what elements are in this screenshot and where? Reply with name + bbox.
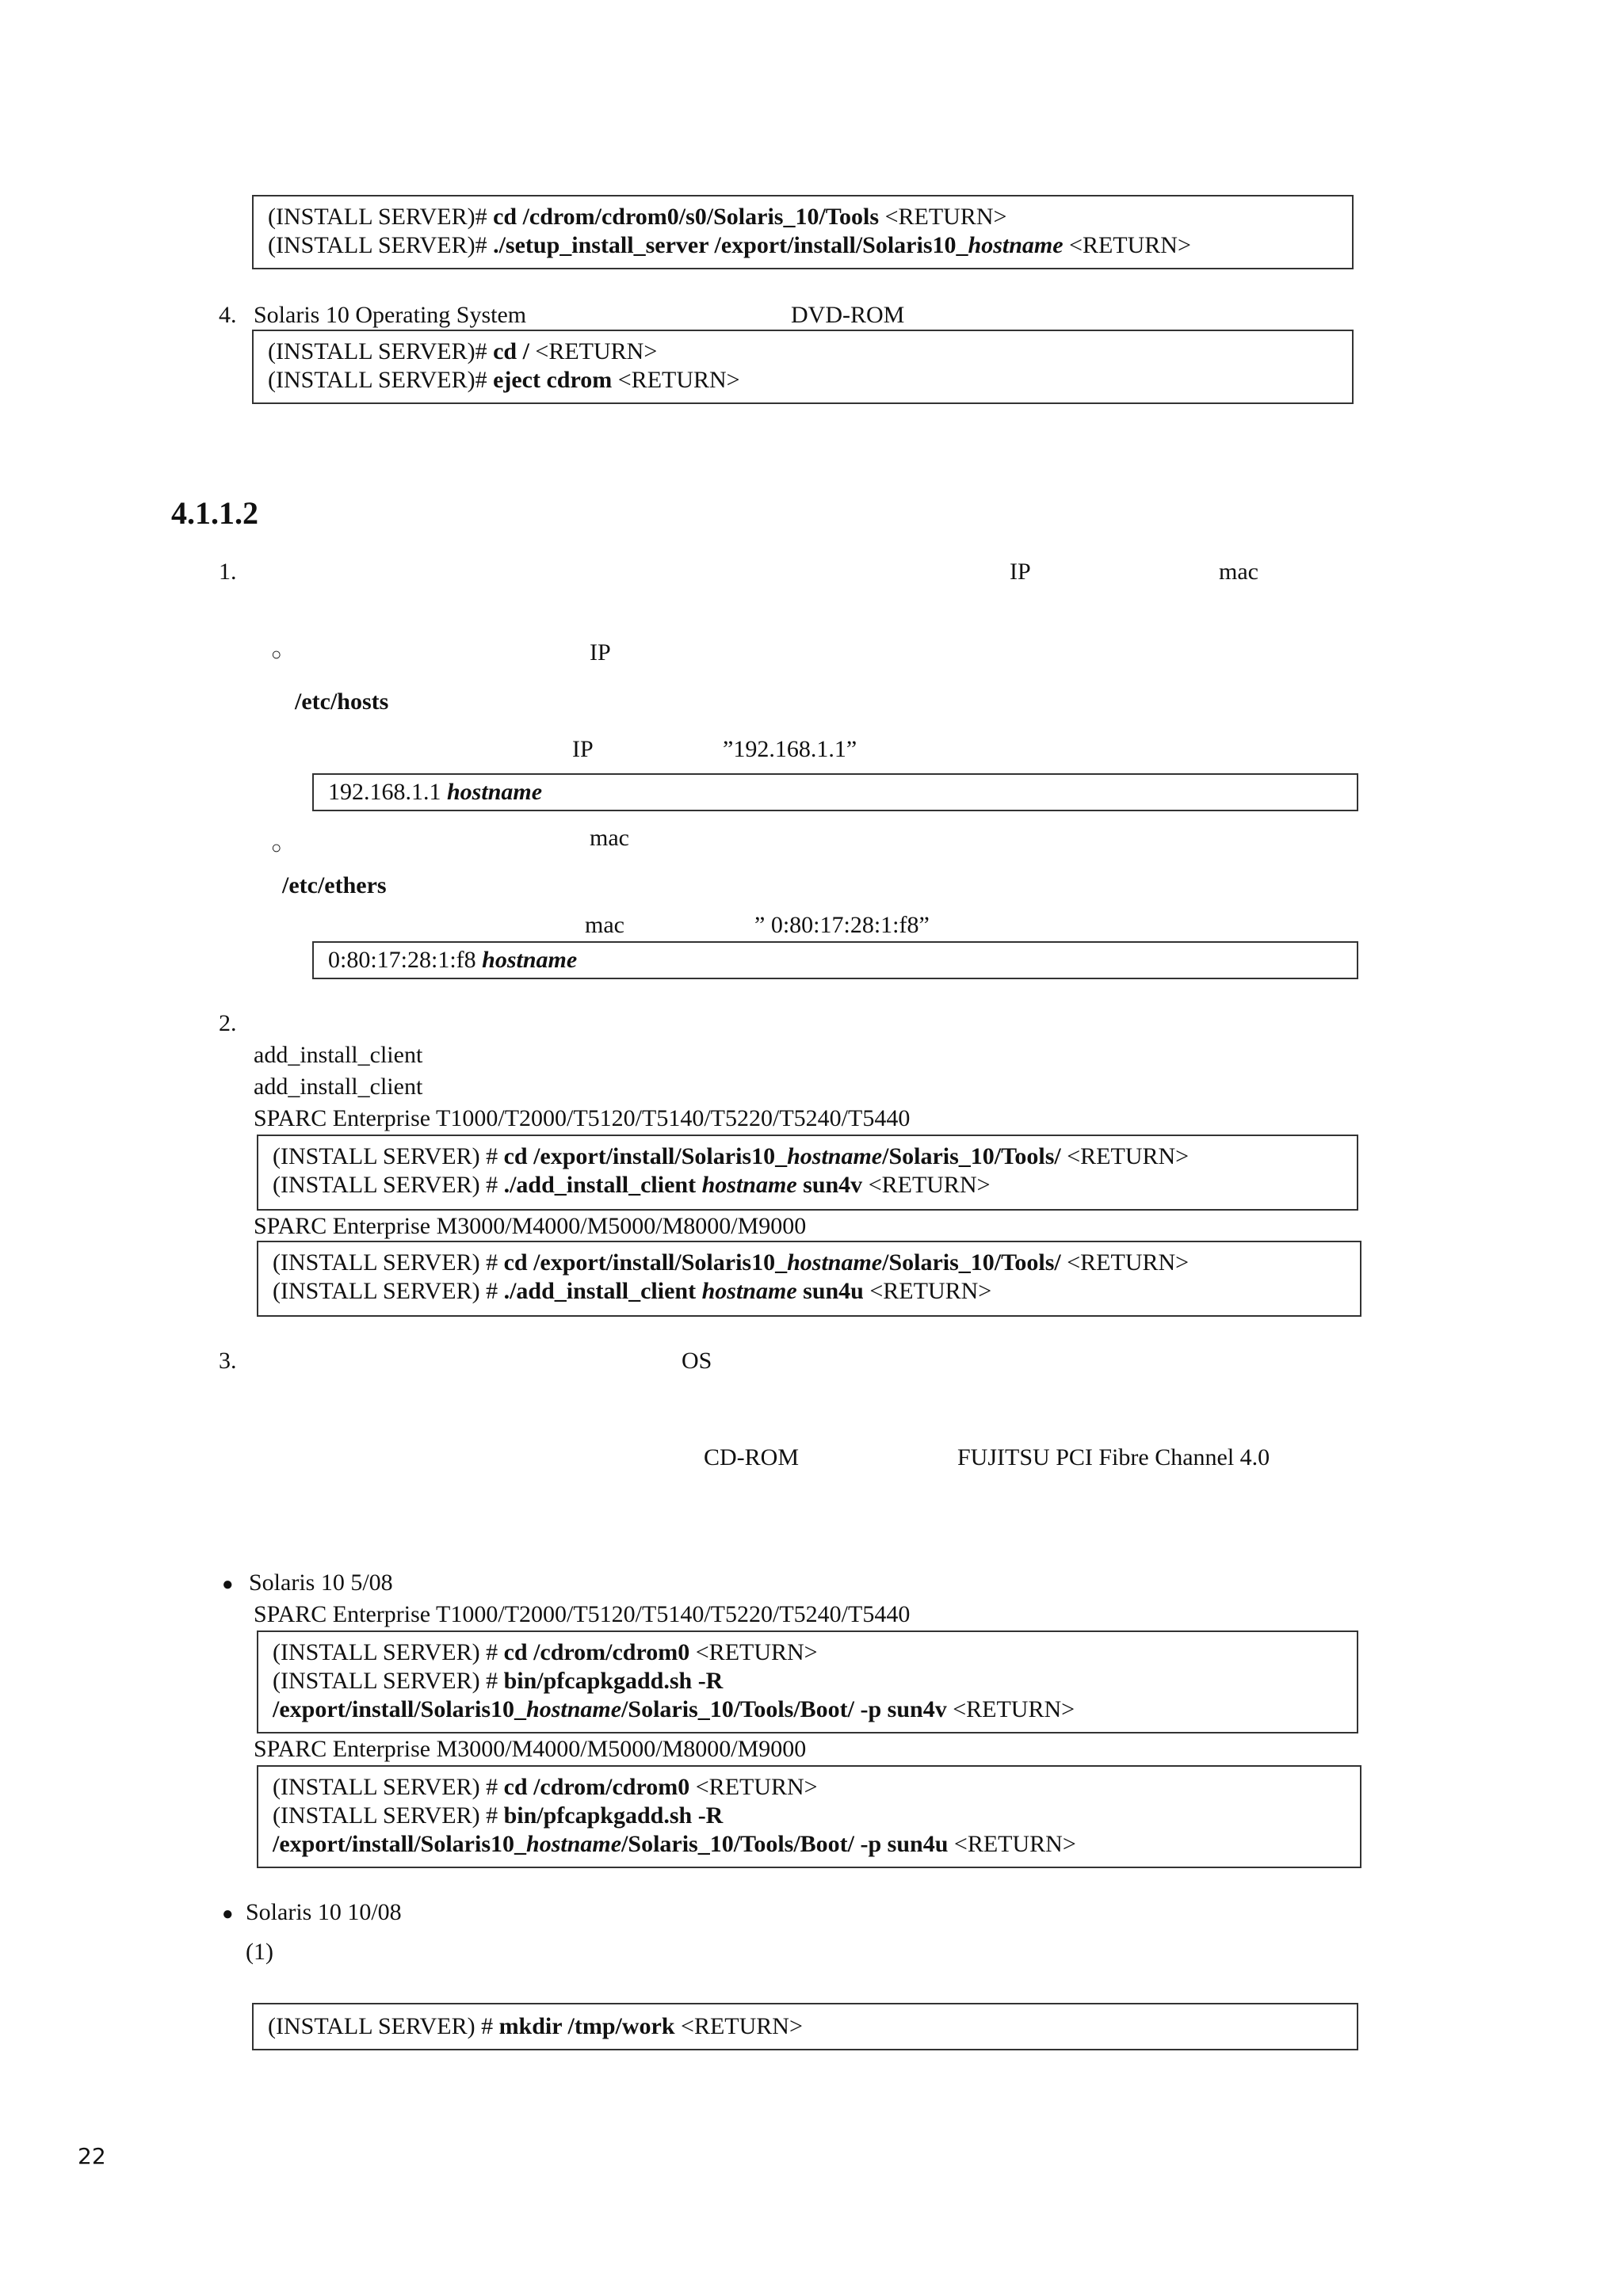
section-heading: 4.1.1.2 [171,495,258,531]
page-number: 22 [78,2143,106,2169]
model-label: SPARC Enterprise M3000/M4000/M5000/M8000/M9000 [254,1736,807,1762]
ip-example: ”192.168.1.1” [723,736,857,762]
command: bin/pfcapkgadd.sh -R [503,1668,724,1694]
code-line [273,1638,818,1667]
step-text: mac [590,825,629,851]
code-box-mkdir [252,2003,1358,2050]
file-path [282,871,387,900]
code-line [273,1249,1189,1277]
prompt: (INSTALL SERVER) # [273,1668,504,1694]
prompt: (INSTALL SERVER)# [268,232,494,258]
code-line [268,338,657,366]
command: /Solaris_10/Tools/Boot/ -p sun4u [621,1831,949,1857]
code-box-add-client-m [257,1241,1361,1317]
command: ./add_install_client [503,1278,702,1304]
prompt: (INSTALL SERVER)# [268,338,494,364]
code-box-add-client-t [257,1135,1358,1211]
hostname-placeholder: hostname [526,1831,622,1857]
mac-example: ” 0:80:17:28:1:f8” [754,912,930,938]
code-box-pfca-t [257,1630,1358,1733]
code-line [268,366,740,395]
return-key: <RETURN> [612,367,740,393]
ip-address: 192.168.1.1 [328,779,447,805]
code-line [273,1773,818,1802]
step-text: FUJITSU PCI Fibre Channel 4.0 [957,1444,1270,1470]
step-text: IP [572,736,594,762]
step-text: OS [682,1348,712,1374]
command-name: add_install_client [254,1042,423,1068]
command-name: add_install_client [254,1074,423,1100]
command: cd /cdrom/cdrom0/s0/Solaris_10/Tools [493,204,880,230]
prompt: (INSTALL SERVER) # [273,1249,504,1276]
bullet-icon: ● [222,1904,234,1924]
command: /Solaris_10/Tools/ [882,1143,1061,1169]
prompt: (INSTALL SERVER) # [273,1172,504,1198]
code-box-setup [252,195,1354,269]
step-text: IP [1010,559,1031,585]
hostname-placeholder: hostname [701,1172,797,1198]
code-line [273,1695,1075,1724]
prompt: (INSTALL SERVER) # [273,1802,504,1829]
hosts-entry-box [312,773,1358,811]
hostname-placeholder: hostname [787,1143,883,1169]
command: cd /export/install/Solaris10_ [503,1143,788,1169]
command: cd /cdrom/cdrom0 [503,1639,690,1665]
prompt: (INSTALL SERVER)# [268,367,494,393]
return-key: <RETURN> [674,2013,803,2039]
code-line [328,778,542,807]
bullet-icon: ● [222,1574,234,1595]
command: eject cdrom [493,367,613,393]
code-line [268,2012,803,2041]
step-text: Solaris 10 Operating System [254,302,527,328]
return-key: <RETURN> [862,1172,991,1198]
command: cd / [493,338,529,364]
return-key: <RETURN> [1063,232,1191,258]
return-key: <RETURN> [946,1696,1075,1722]
code-box-eject [252,330,1354,404]
file-name: /etc/hosts [295,688,389,715]
hostname-placeholder: hostname [787,1249,883,1276]
code-line [268,231,1191,260]
command: sun4v [796,1172,863,1198]
prompt: (INSTALL SERVER)# [268,204,494,230]
return-key: <RETURN> [1060,1249,1190,1276]
code-line [268,203,1006,231]
step-text: DVD-ROM [791,302,905,328]
model-label: SPARC Enterprise M3000/M4000/M5000/M8000/M9000 [254,1213,807,1239]
code-line [273,1171,991,1199]
hostname-placeholder: hostname [701,1278,797,1304]
hostname-placeholder: hostname [482,947,578,973]
code-line [273,1142,1189,1171]
subsection-title: Solaris 10 5/08 [249,1569,393,1596]
return-key: <RETURN> [863,1278,992,1304]
hostname-placeholder: hostname [447,779,543,805]
prompt: (INSTALL SERVER) # [273,1278,504,1304]
return-key: <RETURN> [879,204,1007,230]
return-key: <RETURN> [948,1831,1076,1857]
code-line [273,1830,1076,1859]
command: /Solaris_10/Tools/ [882,1249,1061,1276]
model-label: SPARC Enterprise T1000/T2000/T5120/T5140/T5220/T5240/T5440 [254,1601,911,1627]
return-key: <RETURN> [689,1774,818,1800]
code-line [328,946,577,974]
command: /Solaris_10/Tools/Boot/ -p sun4v [621,1696,947,1722]
return-key: <RETURN> [1060,1143,1190,1169]
step-number: 3. [219,1348,237,1374]
prompt: (INSTALL SERVER) # [273,1639,504,1665]
step-text: IP [590,639,611,666]
hostname-placeholder: hostname [968,232,1064,258]
code-line [273,1277,991,1306]
return-key: <RETURN> [689,1639,818,1665]
command: cd /cdrom/cdrom0 [503,1774,690,1800]
command: ./add_install_client [503,1172,702,1198]
return-key: <RETURN> [529,338,658,364]
code-line [273,1667,723,1695]
prompt: (INSTALL SERVER) # [273,1143,504,1169]
command: cd /export/install/Solaris10_ [503,1249,788,1276]
command: ./setup_install_server /export/install/Solaris10_ [493,232,968,258]
code-box-pfca-m [257,1765,1361,1868]
prompt: (INSTALL SERVER) # [273,1774,504,1800]
file-name: /etc/ethers [282,872,387,898]
subsection-title: Solaris 10 10/08 [246,1899,402,1925]
prompt: (INSTALL SERVER) # [268,2013,499,2039]
step-number: 2. [219,1010,237,1036]
ethers-entry-box [312,941,1358,979]
sub-step-number: (1) [246,1939,273,1965]
mac-address: 0:80:17:28:1:f8 [328,947,483,973]
hostname-placeholder: hostname [526,1696,622,1722]
command: bin/pfcapkgadd.sh -R [503,1802,724,1829]
step-number: 1. [219,559,237,585]
command: /export/install/Solaris10_ [273,1696,527,1722]
command: sun4u [796,1278,864,1304]
code-line [273,1802,723,1830]
model-label: SPARC Enterprise T1000/T2000/T5120/T5140/T5220/T5240/T5440 [254,1105,911,1131]
command: /export/install/Solaris10_ [273,1831,527,1857]
step-text: mac [585,912,624,938]
step-text: mac [1219,559,1258,585]
step-number: 4. [219,302,237,328]
circle-bullet-icon: ○ [271,644,282,664]
step-text: CD-ROM [704,1444,800,1470]
file-path [295,688,388,716]
command: mkdir /tmp/work [498,2013,675,2039]
circle-bullet-icon: ○ [271,837,282,857]
